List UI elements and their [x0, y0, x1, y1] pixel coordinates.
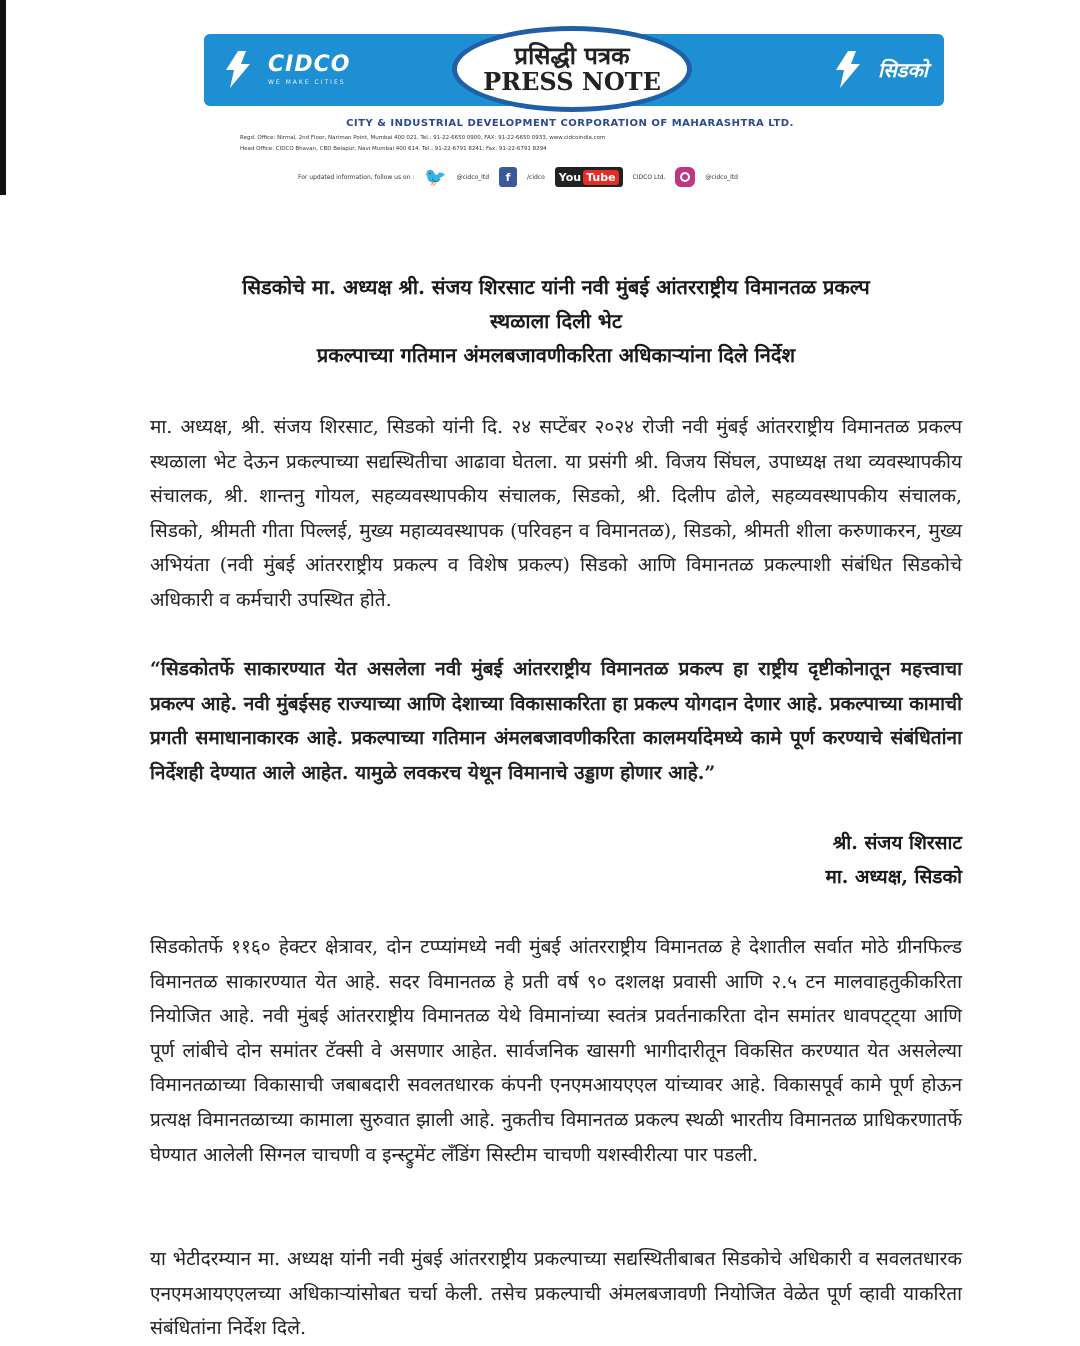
headline	[150, 270, 962, 372]
cidco-emblem-icon	[216, 48, 260, 92]
follow-text: For updated information, follow us on :	[298, 173, 415, 181]
press-note-badge	[452, 26, 692, 112]
youtube-handle[interactable]: CIDCO Ltd.	[632, 173, 666, 181]
youtube-you: You	[558, 170, 582, 184]
twitter-handle[interactable]: @cidco_ltd	[456, 173, 490, 181]
paragraph-visit: मा. अध्यक्ष, श्री. संजय शिरसाट, सिडको यांनी दि. २४ सप्टेंबर २०२४ रोजी नवी मुंबई आंतरराष्ट्रीय विमानतळ प्रकल्प स्थळाला भेट देऊन प्रकल्पाच्या सद्यस्थितीचा आढावा घेतला. या प्रसंगी श्री. विजय सिंघल, उपाध्यक्ष तथा व्यवस्थापकीय संचालक, श्री. शान्तनु गोयल, सहव्यवस्थापकीय संचालक, सिडको, श्री. दिलीप ढोले, सहव्यवस्थापकीय संचालक, सिडको, श्रीमती गीता पिल्लई, मुख्य महाव्यवस्थापक (परिवहन व विमानतळ), सिडको, श्रीमती शीला करुणाकरन, मुख्य अभियंता (नवी मुंबई आंतरराष्ट्रीय प्रकल्प व विशेष प्रकल्प) सिडको आणि विमानतळ प्रकल्पाशी संबंधित सिडकोचे अधिकारी व कर्मचारी उपस्थित होते.	[150, 416, 962, 611]
cidco-emblem-icon	[826, 48, 870, 92]
paragraph-airport-details: सिडकोतर्फे ११६० हेक्टर क्षेत्रावर, दोन टप्प्यांमध्ये नवी मुंबई आंतरराष्ट्रीय विमानतळ हे देशातील सर्वात मोठे ग्रीनफिल्ड विमानतळ साकारण्यात येत आहे. सदर विमानतळ हे प्रती वर्ष ९० दशलक्ष प्रवासी आणि २.५ टन मालवाहतुकीकरिता नियोजित आहे. नवी मुंबई आंतरराष्ट्रीय विमानतळ येथे विमानांच्या स्वतंत्र प्रवर्तनाकरिता दोन समांतर धावपट्ट्या आणि पूर्ण लांबीचे दोन समांतर टॅक्सी वे असणार आहेत. सार्वजनिक खासगी भागीदारीतून विकसित करण्यात येत असलेल्या विमानतळाच्या विकासाची जबाबदारी सवलतधारक कंपनी एनएमआयएएल यांच्यावर आहे. विकासपूर्व कामे पूर्ण होऊन प्रत्यक्ष विमानतळाच्या कामाला सुरुवात झाली आहे. नुकतीच विमानतळ प्रकल्प स्थळी भारतीय विमानतळ प्राधिकरणातर्फे घेण्यात आलेली सिग्नल चाचणी व इन्स्ट्रुमेंट लँडिंग सिस्टीम चाचणी यशस्वीरीत्या पार पडली.	[150, 936, 962, 1166]
youtube-icon[interactable]	[555, 167, 623, 187]
press-note-en: PRESS NOTE	[483, 67, 661, 96]
cidco-mr-text: सिडको	[878, 58, 928, 82]
cidco-logo-en	[216, 44, 366, 96]
facebook-handle[interactable]: /cidco	[527, 173, 545, 181]
facebook-icon[interactable]: f	[499, 167, 517, 187]
cidco-en-text: CIDCO	[268, 52, 351, 77]
scan-edge	[0, 0, 6, 195]
press-note-mr: प्रसिद्धी पत्रक	[514, 40, 630, 70]
youtube-tube: Tube	[583, 170, 618, 185]
chairman-quote: “सिडकोतर्फे साकारण्यात येत असलेला नवी मुंबई आंतरराष्ट्रीय विमानतळ प्रकल्प हा राष्ट्रीय दृष्टीकोनातून महत्त्वाचा प्रकल्प आहे. नवी मुंबईसह राज्याच्या आणि देशाच्या विकासाकरिता हा प्रकल्प योगदान देणार आहे. प्रकल्पाच्या कामाची प्रगती समाधानाकारक आहे. प्रकल्पाच्या गतिमान अंमलबजावणीकरिता कालमर्यादेमध्ये कामे पूर्ण करण्याचे संबंधितांना निर्देशही देण्यात आले आहेत. यामुळे लवकरच येथून विमानाचे उड्डाण होणार आहे.”	[150, 658, 962, 784]
head-office-address: Head Office: CIDCO Bhavan, CBD Belapur, Navi Mumbai 400 614. Tel.: 91-22-6791 8241; Fax: 91-22-6791 8294	[240, 146, 547, 152]
headline-line1: सिडकोचे मा. अध्यक्ष श्री. संजय शिरसाट यांनी नवी मुंबई आंतरराष्ट्रीय विमानतळ प्रकल्प	[242, 275, 870, 299]
headline-line3: प्रकल्पाच्या गतिमान अंमलबजावणीकरिता अधिकाऱ्यांना दिले निर्देश	[316, 343, 796, 367]
instagram-handle[interactable]: @cidco_ltd	[705, 173, 738, 181]
signature-name: श्री. संजय शिरसाट	[832, 832, 962, 854]
signature-designation: मा. अध्यक्ष, सिडको	[825, 866, 962, 888]
corporation-name: CITY & INDUSTRIAL DEVELOPMENT CORPORATION OF MAHARASHTRA LTD.	[346, 118, 794, 129]
instagram-icon[interactable]	[675, 167, 695, 187]
headline-line2: स्थळाला दिली भेट	[490, 309, 622, 333]
social-links	[298, 164, 858, 190]
paragraph-discussion: या भेटीदरम्यान मा. अध्यक्ष यांनी नवी मुंबई आंतरराष्ट्रीय प्रकल्पाच्या सद्यस्थितीबाबत सिडकोचे अधिकारी व सवलतधारक एनएमआयएएलच्या अधिकाऱ्यांसोबत चर्चा केली. तसेच प्रकल्पाची अंमलबजावणी नियोजित वेळेत पूर्ण व्हावी याकरिता संबंधितांना निर्देश दिले.	[150, 1248, 962, 1340]
cidco-tagline: WE MAKE CITIES	[268, 79, 346, 86]
twitter-icon[interactable]: 🐦	[424, 166, 447, 188]
regd-office-address: Regd. Office: Nirmal, 2nd Floor, Nariman Point, Mumbai 400 021. Tel.: 91-22-6650 0900, FAX: 91-22-6650 0933, www.cidcoindia.com	[240, 135, 606, 141]
cidco-logo-mr	[788, 44, 928, 96]
